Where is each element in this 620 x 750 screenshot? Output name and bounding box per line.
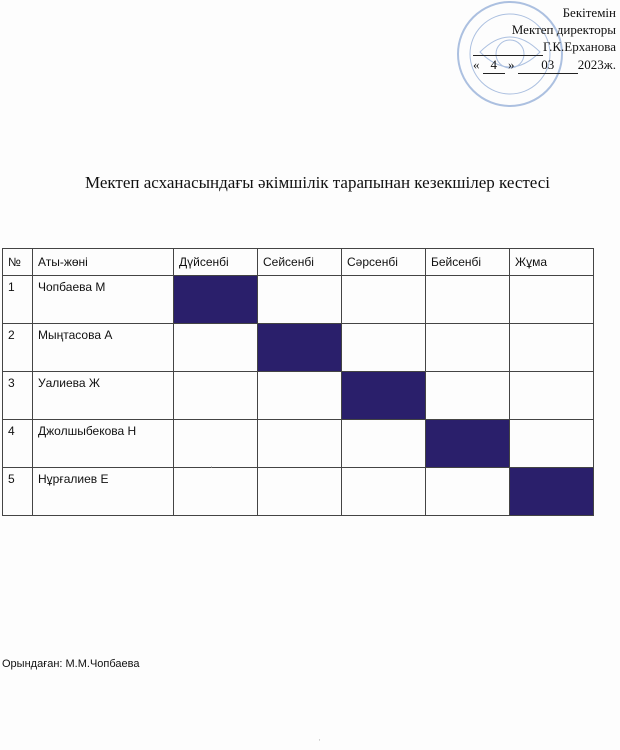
duty-cell [510,372,594,420]
scan-speck: · [210,462,213,472]
row-number: 4 [3,420,33,468]
duty-cell [426,276,510,324]
duty-cell-filled [174,276,258,324]
row-name: Чопбаева М [33,276,174,324]
duty-cell [510,420,594,468]
row-number: 3 [3,372,33,420]
row-name: Мыңтасова А [33,324,174,372]
table-row [3,420,594,468]
table-row [3,468,594,516]
row-name: Уалиева Ж [33,372,174,420]
prepared-by: Орындаған: М.М.Чопбаева [2,658,140,670]
date-year: 2023ж. [577,57,616,72]
duty-cell-filled [342,372,426,420]
header-friday: Жұма [510,249,594,276]
date-close-quote: » [508,57,515,72]
duty-cell [426,372,510,420]
duty-cell [342,468,426,516]
approval-block [473,4,616,74]
duty-cell [342,276,426,324]
duty-cell [342,324,426,372]
row-name: Джолшыбекова Н [33,420,174,468]
duty-cell [510,276,594,324]
duty-schedule-table [2,248,594,516]
duty-cell [258,372,342,420]
header-number: № [3,249,33,276]
approval-signature-line [473,38,616,56]
header-wednesday: Сәрсенбі [342,249,426,276]
date-day: 4 [483,56,505,74]
duty-cell [510,324,594,372]
date-open-quote: « [473,57,480,72]
approval-date [473,56,616,74]
director-name: Г.К.Ерханова [543,39,616,54]
duty-cell [174,420,258,468]
duty-cell [342,420,426,468]
duty-cell-filled [258,324,342,372]
header-thursday: Бейсенбі [426,249,510,276]
duty-cell-filled [426,420,510,468]
row-number: 1 [3,276,33,324]
table-row [3,276,594,324]
duty-cell [174,324,258,372]
date-month: 03 [518,56,578,74]
header-name: Аты-жөні [33,249,174,276]
duty-cell-filled [510,468,594,516]
table-row [3,372,594,420]
approval-heading: Бекітемін [562,5,616,20]
duty-cell [174,372,258,420]
duty-cell [258,420,342,468]
row-number: 5 [3,468,33,516]
duty-cell [258,276,342,324]
row-number: 2 [3,324,33,372]
header-monday: Дүйсенбі [174,249,258,276]
scan-speck: · [318,735,321,745]
page-title: Мектеп асханасындағы әкімшілік тарапынан кезекшілер кестесі [84,173,551,192]
duty-cell [258,468,342,516]
approval-position: Мектеп директоры [511,22,616,37]
header-tuesday: Сейсенбі [258,249,342,276]
table-row [3,324,594,372]
duty-cell [426,468,510,516]
row-name: Нұрғалиев Е [33,468,174,516]
duty-cell [426,324,510,372]
duty-cell [174,468,258,516]
table-header-row [3,249,594,276]
